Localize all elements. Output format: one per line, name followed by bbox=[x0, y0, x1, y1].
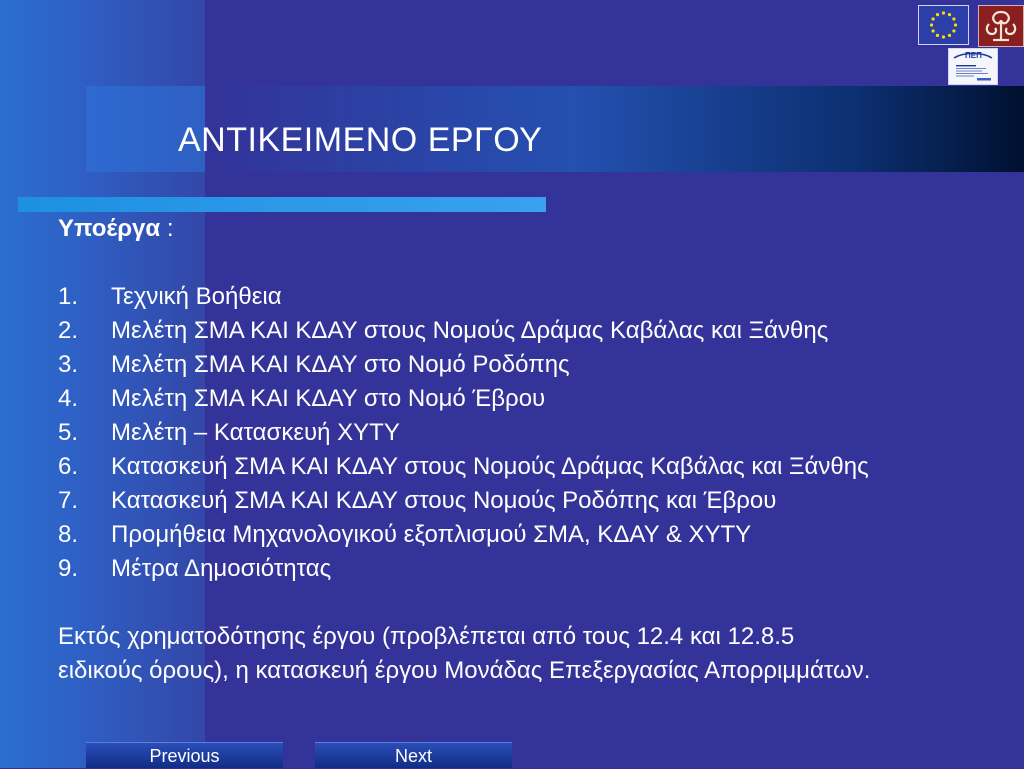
list-item bbox=[58, 552, 1018, 586]
list-item bbox=[58, 416, 1018, 450]
list-item-number: 2. bbox=[58, 317, 79, 344]
list-item-text: Προμήθεια Μηχανολογικού εξοπλισμού ΣΜΑ, ΚΔΑΥ & ΧΥΤΥ bbox=[111, 521, 752, 548]
list-item-number: 9. bbox=[58, 555, 79, 582]
slide-content bbox=[58, 212, 1018, 688]
next-button[interactable]: Next bbox=[315, 742, 512, 768]
list-item-number: 6. bbox=[58, 453, 79, 480]
previous-button[interactable]: Previous bbox=[86, 742, 283, 768]
pep-logo-text: ΠΕΠ bbox=[965, 51, 982, 60]
list-item-number: 1. bbox=[58, 283, 79, 310]
emblem-icon bbox=[978, 5, 1024, 47]
list-item-number: 7. bbox=[58, 487, 79, 514]
list-item bbox=[58, 314, 1018, 348]
funding-note-line-2: ειδικούς όρους), η κατασκευή έργου Μονάδας Επεξεργασίας Απορριμμάτων. bbox=[58, 657, 871, 684]
subprojects-heading bbox=[58, 212, 1018, 246]
funding-note-line-1: Εκτός χρηματοδότησης έργου (προβλέπεται από τους 12.4 και 12.8.5 bbox=[58, 623, 795, 650]
list-item bbox=[58, 518, 1018, 552]
pep-logo-icon bbox=[948, 48, 998, 85]
list-item bbox=[58, 450, 1018, 484]
subprojects-colon: : bbox=[160, 215, 174, 242]
list-item-text: Κατασκευή ΣΜΑ ΚΑΙ ΚΔΑΥ στους Νομούς Ροδόπης και Έβρου bbox=[111, 487, 777, 514]
list-item bbox=[58, 382, 1018, 416]
list-item-text: Τεχνική Βοήθεια bbox=[111, 283, 282, 310]
slide-title: ΑΝΤΙΚΕΙΜΕΝΟ ΕΡΓΟΥ bbox=[178, 121, 543, 159]
list-item bbox=[58, 280, 1018, 314]
list-item-text: Μελέτη ΣΜΑ ΚΑΙ ΚΔΑΥ στο Νομό Έβρου bbox=[111, 385, 546, 412]
list-item-text: Μελέτη – Κατασκευή ΧΥΤΥ bbox=[111, 419, 400, 446]
eu-flag-icon bbox=[918, 5, 969, 45]
list-item-number: 4. bbox=[58, 385, 79, 412]
list-item-text: Μέτρα Δημοσιότητας bbox=[111, 555, 332, 582]
list-item-number: 3. bbox=[58, 351, 79, 378]
list-item bbox=[58, 484, 1018, 518]
list-item-text: Κατασκευή ΣΜΑ ΚΑΙ ΚΔΑΥ στους Νομούς Δράμας Καβάλας και Ξάνθης bbox=[111, 453, 869, 480]
subprojects-label: Υποέργα bbox=[58, 215, 161, 242]
list-item-number: 5. bbox=[58, 419, 79, 446]
list-item-number: 8. bbox=[58, 521, 79, 548]
subprojects-list bbox=[58, 280, 1018, 586]
funding-note bbox=[58, 620, 1018, 688]
accent-line bbox=[18, 197, 546, 212]
list-item-text: Μελέτη ΣΜΑ ΚΑΙ ΚΔΑΥ στους Νομούς Δράμας Καβάλας και Ξάνθης bbox=[111, 317, 829, 344]
spacer bbox=[58, 246, 1018, 280]
list-item-text: Μελέτη ΣΜΑ ΚΑΙ ΚΔΑΥ στο Νομό Ροδόπης bbox=[111, 351, 570, 378]
list-item bbox=[58, 348, 1018, 382]
